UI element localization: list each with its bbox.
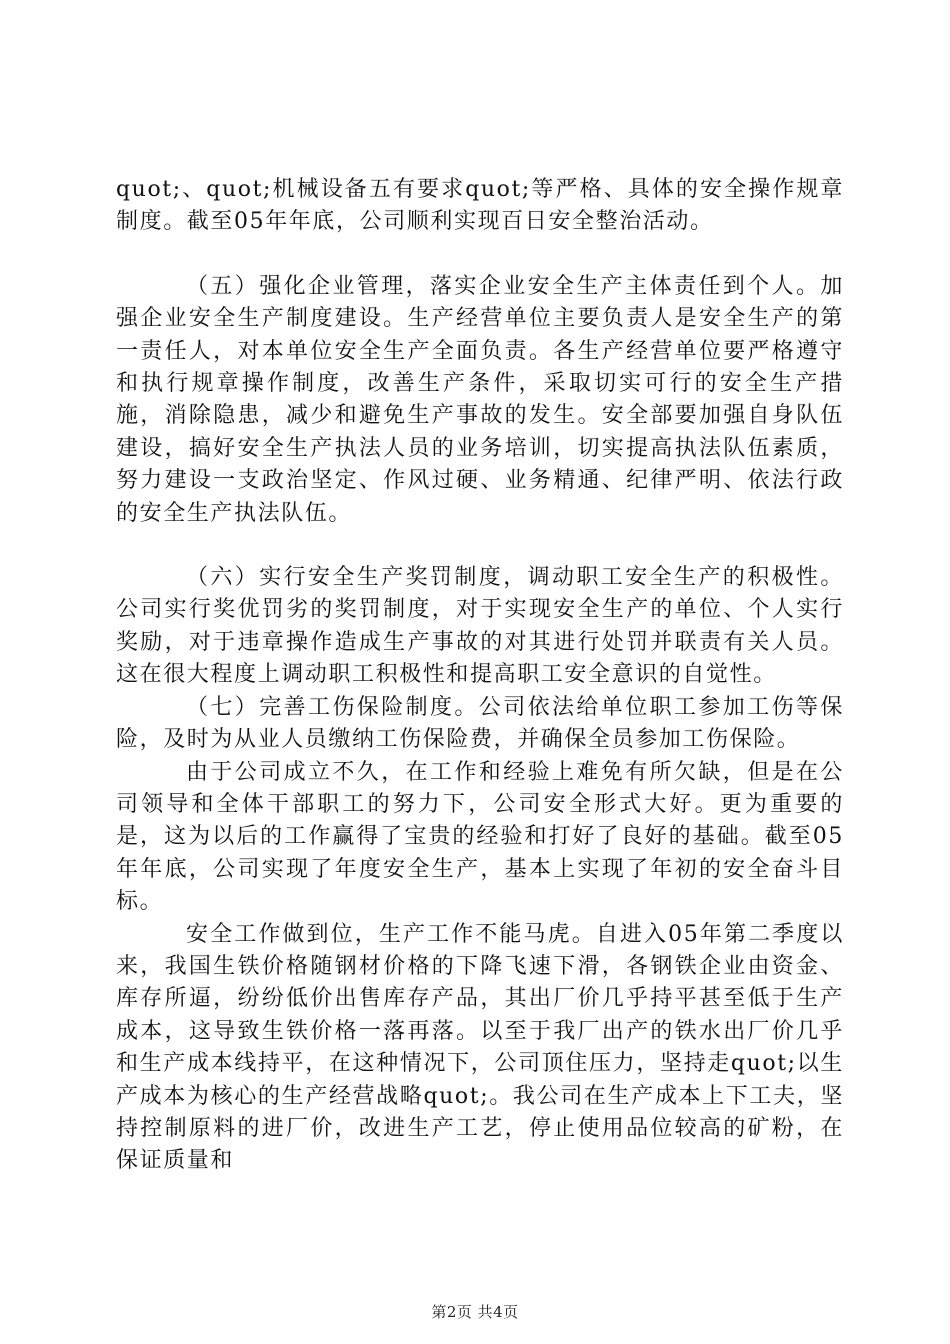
paragraph-section-6: （六）实行安全生产奖罚制度，调动职工安全生产的积极性。公司实行奖优罚劣的奖罚制度，对于实现安全生产的单位、个人实行奖励，对于违章操作造成生产事故的对其进行处罚并联责有关人员。这在很大程度上调动职工积极性和提高职工安全意识的自觉性。 xyxy=(116,565,844,688)
page-number-footer: 第2页 共4页 xyxy=(431,1303,519,1321)
paragraph-section-7: （七）完善工伤保险制度。公司依法给单位职工参加工伤等保险，及时为从业人员缴纳工伤保险费，并确保全员参加工伤保险。 xyxy=(116,694,844,753)
paragraph-production: 安全工作做到位，生产工作不能马虎。自进入05年第二季度以来，我国生铁价格随钢材价格的下降飞速下滑，各钢铁企业由资金、库存所逼，纷纷低价出售库存产品，其出厂价几乎持平甚至低于生产成本，这导致生铁价格一落再落。以至于我厂出产的铁水出厂价几乎和生产成本线持平，在这种情况下，公司顶住压力，坚持走quot;以生产成本为核心的生产经营战略quot;。我公司在生产成本上下工夫，坚持控制原料的进厂价，改进生产工艺，停止使用品位较高的矿粉，在保证质量和 xyxy=(116,921,844,1174)
document-body xyxy=(116,174,844,1178)
paragraph-continuation: quot;、quot;机械设备五有要求quot;等严格、具体的安全操作规章制度。截至05年年底，公司顺利实现百日安全整治活动。 xyxy=(116,177,844,235)
paragraph-section-5: （五）强化企业管理，落实企业安全生产主体责任到个人。加强企业安全生产制度建设。生产经营单位主要负责人是安全生产的第一责任人，对本单位安全生产全面负责。各生产经营单位要严格遵守和执行规章操作制度，改善生产条件，采取切实可行的安全生产措施，消除隐患，减少和避免生产事故的发生。安全部要加强自身队伍建设，搞好安全生产执法人员的业务培训，切实提高执法队伍素质，努力建设一支政治坚定、作风过硬、业务精通、纪律严明、依法行政的安全生产执法队伍。 xyxy=(116,273,844,526)
paragraph-summary: 由于公司成立不久，在工作和经验上难免有所欠缺，但是在公司领导和全体干部职工的努力下，公司安全形式大好。更为重要的是，这为以后的工作赢得了宝贵的经验和打好了良好的基础。截至05年年底，公司实现了年度安全生产，基本上实现了年初的安全奋斗目标。 xyxy=(116,759,844,915)
